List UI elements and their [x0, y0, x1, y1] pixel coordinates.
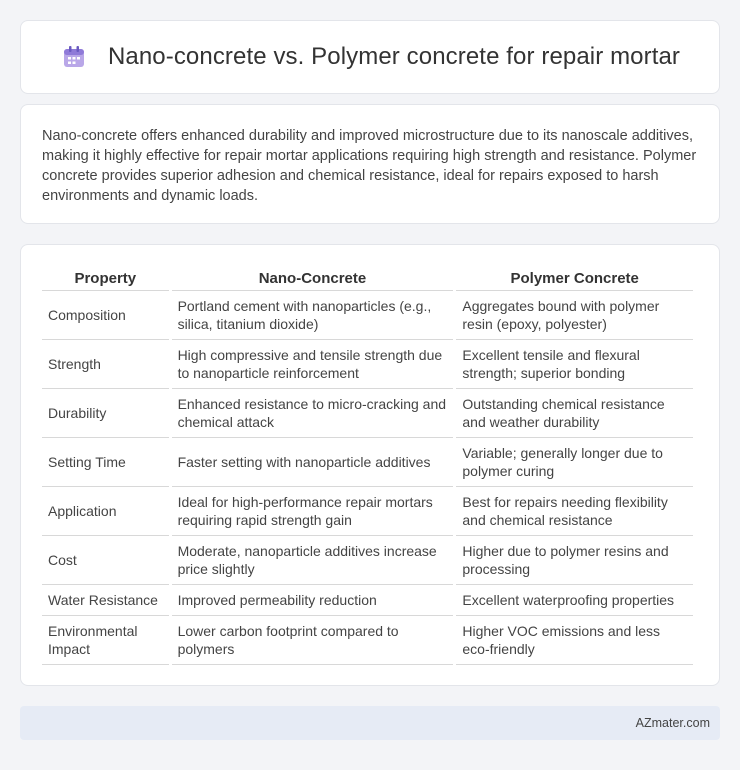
table-row: [42, 389, 693, 438]
property-cell: Water Resistance: [42, 585, 169, 616]
table-row: [42, 340, 693, 389]
intro-text: Nano-concrete offers enhanced durability and improved microstructure due to its nanoscale additives, making it highly effective for repair mortar applications requiring high strength and resistance. Polymer concrete provides superior adhesion and chemical resistance, ideal for repairs exposed to harsh environments and dynamic loads.: [42, 128, 697, 204]
polymer-cell: Excellent waterproofing properties: [456, 585, 693, 616]
nano-cell: Portland cement with nanoparticles (e.g., silica, titanium dioxide): [172, 291, 454, 340]
table-row: [42, 438, 693, 487]
property-cell: Environmental Impact: [42, 616, 169, 665]
polymer-cell: Excellent tensile and flexural strength; superior bonding: [456, 340, 693, 389]
property-cell: Cost: [42, 536, 169, 585]
header-property: Property: [42, 265, 169, 291]
table-header-row: [42, 265, 693, 291]
nano-cell: High compressive and tensile strength due to nanoparticle reinforcement: [172, 340, 454, 389]
footer-brand: AZmater.com: [635, 716, 710, 730]
table-row: [42, 536, 693, 585]
property-cell: Composition: [42, 291, 169, 340]
table-row: [42, 291, 693, 340]
nano-cell: Enhanced resistance to micro-cracking and chemical attack: [172, 389, 454, 438]
polymer-cell: Best for repairs needing flexibility and chemical resistance: [456, 487, 693, 536]
header-polymer-concrete: Polymer Concrete: [456, 265, 693, 291]
polymer-cell: Aggregates bound with polymer resin (epoxy, polyester): [456, 291, 693, 340]
title-card: [20, 20, 720, 94]
header-nano-concrete: Nano-Concrete: [172, 265, 454, 291]
nano-cell: Faster setting with nanoparticle additives: [172, 438, 454, 487]
polymer-cell: Higher VOC emissions and less eco-friendly: [456, 616, 693, 665]
polymer-cell: Variable; generally longer due to polymer curing: [456, 438, 693, 487]
table-row: [42, 616, 693, 665]
table-row: [42, 487, 693, 536]
nano-cell: Ideal for high-performance repair mortars requiring rapid strength gain: [172, 487, 454, 536]
property-cell: Durability: [42, 389, 169, 438]
table-row: [42, 585, 693, 616]
nano-cell: Improved permeability reduction: [172, 585, 454, 616]
property-cell: Setting Time: [42, 438, 169, 487]
nano-cell: Moderate, nanoparticle additives increase price slightly: [172, 536, 454, 585]
intro-card: [20, 104, 720, 224]
nano-cell: Lower carbon footprint compared to polymers: [172, 616, 454, 665]
calendar-icon: [60, 43, 88, 71]
polymer-cell: Higher due to polymer resins and processing: [456, 536, 693, 585]
page-title: Nano-concrete vs. Polymer concrete for repair mortar: [107, 43, 681, 70]
property-cell: Application: [42, 487, 169, 536]
property-cell: Strength: [42, 340, 169, 389]
comparison-table-card: [20, 244, 720, 686]
footer: [20, 706, 720, 740]
polymer-cell: Outstanding chemical resistance and weather durability: [456, 389, 693, 438]
comparison-table: [39, 265, 696, 665]
